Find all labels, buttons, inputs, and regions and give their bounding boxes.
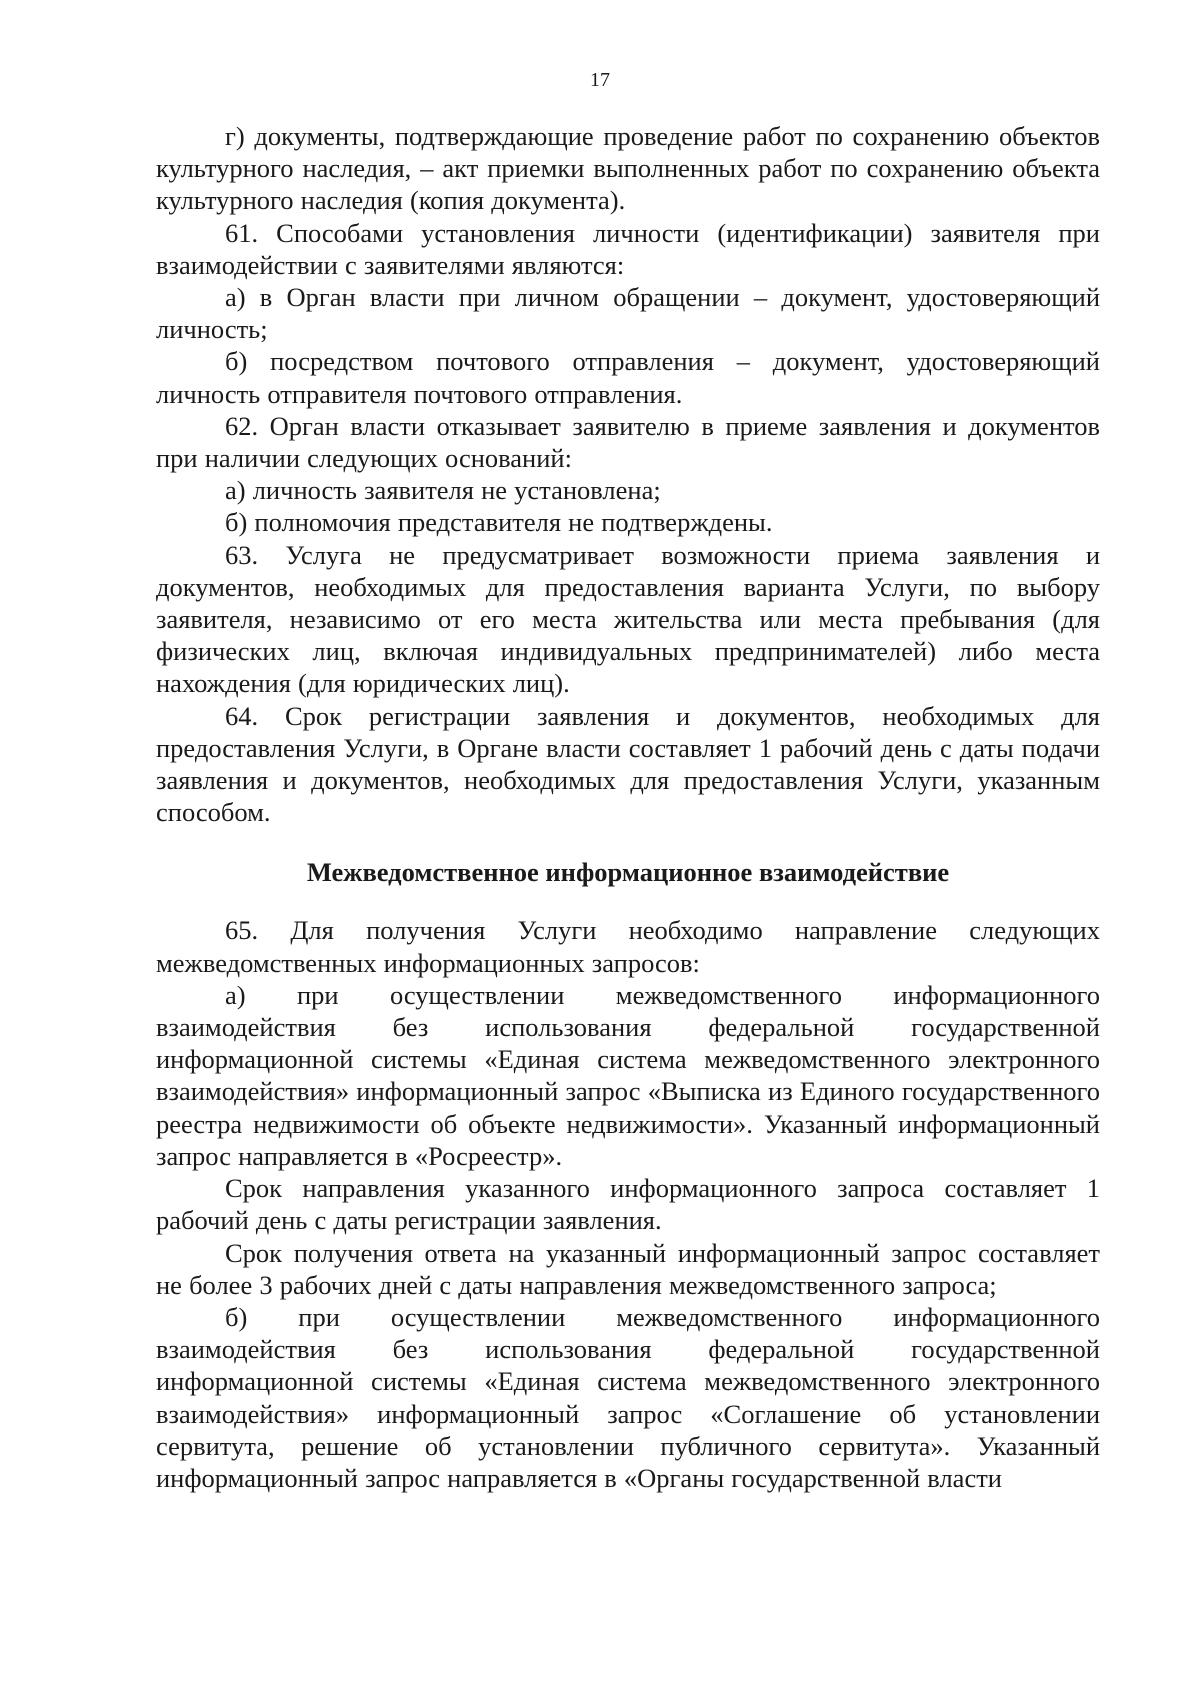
- paragraph-61-a: а) в Орган власти при личном обращении – документ, удостоверяющий личность;: [156, 282, 1100, 345]
- paragraph-65-a-response-term: Срок получения ответа на указанный информационный запрос составляет не более 3 рабочих дней с даты направления межведомственного запроса;: [156, 1237, 1100, 1300]
- page-number: 17: [590, 69, 610, 91]
- paragraph-62: 62. Орган власти отказывает заявителю в приеме заявления и документов при наличии следующих оснований:: [156, 410, 1100, 474]
- paragraph-65: 65. Для получения Услуги необходимо направление следующих межведомственных информационных запросов:: [156, 915, 1100, 978]
- paragraph-62-b: б) полномочия представителя не подтверждены.: [225, 507, 773, 538]
- paragraph-62-a: а) личность заявителя не установлена;: [225, 475, 661, 506]
- paragraph-63: 63. Услуга не предусматривает возможности приема заявления и документов, необходимых для предоставления варианта Услуги, по выбору заявителя, независимо от его места жительства или места пребывания (для физических лиц, включая индивидуальных предпринимателей) либо места нахождения (для юридических лиц).: [156, 539, 1100, 699]
- paragraph-65-a-send-term: Срок направления указанного информационного запроса составляет 1 рабочий день с даты регистрации заявления.: [156, 1173, 1100, 1236]
- paragraph-65-b: б) при осуществлении межведомственного информационного взаимодействия без использования федеральной государственной информационной системы «Единая система межведомственного электронного взаимодействия» информационный запрос «Соглашение об установлении сервитута, решение об установлении публичного сервитута». Указанный информационный запрос направляется в «Органы государственной власти: [156, 1301, 1100, 1493]
- paragraph-61: 61. Способами установления личности (идентификации) заявителя при взаимодействии с заявителями являются:: [156, 217, 1100, 280]
- paragraph-61-b: б) посредством почтового отправления – документ, удостоверяющий личность отправителя почтового отправления.: [156, 346, 1100, 409]
- paragraph-64: 64. Срок регистрации заявления и документов, необходимых для предоставления Услуги, в Органе власти составляет 1 рабочий день с даты подачи заявления и документов, необходимых для предоставления Услуги, указанным способом.: [156, 700, 1100, 828]
- document-body: [156, 120, 1100, 1494]
- paragraph-g-documents: г) документы, подтверждающие проведение работ по сохранению объектов культурного наследия, – акт приемки выполненных работ по сохранению объекта культурного наследия (копия документа).: [156, 121, 1100, 216]
- paragraph-65-a: а) при осуществлении межведомственного информационного взаимодействия без использования федеральной государственной информационной системы «Единая система межведомственного электронного взаимодействия» информационный запрос «Выписка из Единого государственного реестра недвижимости об объекте недвижимости». Указанный информационный запрос направляется в «Росреестр».: [156, 979, 1100, 1171]
- section-heading: Межведомственное информационное взаимодействие: [306, 857, 950, 888]
